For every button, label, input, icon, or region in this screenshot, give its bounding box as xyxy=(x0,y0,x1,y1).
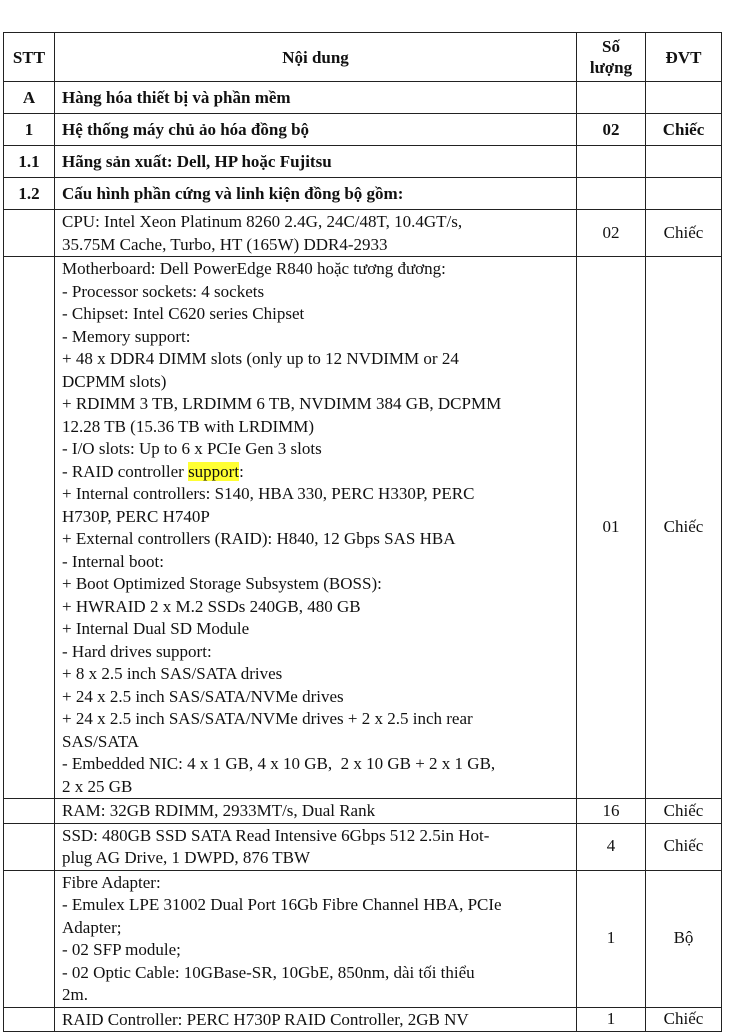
content-line: + HWRAID 2 x M.2 SSDs 240GB, 480 GB xyxy=(62,596,361,616)
cell-content xyxy=(55,870,577,1007)
content-line: 35.75M Cache, Turbo, HT (165W) DDR4-2933 xyxy=(62,234,388,254)
equipment-table xyxy=(3,32,722,1032)
header-content: Nội dung xyxy=(55,33,577,82)
content-line: DCPMM slots) xyxy=(62,371,167,391)
cell-stt: A xyxy=(4,82,55,114)
content-line: SSD: 480GB SSD SATA Read Intensive 6Gbps 512 2.5in Hot- xyxy=(62,825,490,845)
table-row xyxy=(4,146,722,178)
table-row xyxy=(4,114,722,146)
cell-content xyxy=(55,1007,577,1032)
cell-stt: 1.1 xyxy=(4,146,55,178)
content-line: plug AG Drive, 1 DWPD, 876 TBW xyxy=(62,848,311,867)
cell-unit: Chiếc xyxy=(646,799,722,824)
cell-stt xyxy=(4,823,55,870)
content-line: - Embedded NIC: 4 x 1 GB, 4 x 10 GB, 2 x 10 GB + 2 x 1 GB, xyxy=(62,754,496,773)
table-row-ssd xyxy=(4,823,722,870)
table-row-fibre xyxy=(4,870,722,1007)
cell-stt xyxy=(4,1007,55,1032)
table-row xyxy=(4,178,722,210)
cell-unit: Chiếc xyxy=(646,823,722,870)
content-line: + Internal Dual SD Module xyxy=(62,619,250,638)
cell-qty: 02 xyxy=(577,210,646,257)
content-line: - Hard drives support: xyxy=(62,641,212,661)
content-line: - Emulex LPE 31002 Dual Port 16Gb Fibre Channel HBA, PCIe xyxy=(62,895,502,914)
cell-qty: 1 xyxy=(577,870,646,1007)
cell-qty: 1 xyxy=(577,1007,646,1032)
cell-stt: 1 xyxy=(4,114,55,146)
cell-unit: Bộ xyxy=(646,870,722,1007)
header-row xyxy=(4,33,722,82)
content-line: - Internal boot: xyxy=(62,551,164,571)
content-line: 2 x 25 GB xyxy=(62,776,133,796)
content-line: + 24 x 2.5 inch SAS/SATA/NVMe drives + 2 x 2.5 inch rear xyxy=(62,709,473,728)
content-line: 2m. xyxy=(62,985,88,1004)
cell-content: Cấu hình phần cứng và linh kiện đồng bộ gồm: xyxy=(55,178,577,210)
cell-content: Hệ thống máy chủ ảo hóa đồng bộ xyxy=(55,114,577,146)
cell-content xyxy=(55,257,577,799)
cell-stt xyxy=(4,799,55,824)
header-quantity-line2: lượng xyxy=(589,58,633,77)
content-line: + RDIMM 3 TB, LRDIMM 6 TB, NVDIMM 384 GB, DCPMM xyxy=(62,394,502,413)
cell-unit: Chiếc xyxy=(646,257,722,799)
cell-content xyxy=(55,210,577,257)
content-line: RAID Controller: PERC H730P RAID Controller, 2GB NV xyxy=(62,1009,469,1029)
raid-suffix: : xyxy=(239,461,244,481)
cell-unit: Chiếc xyxy=(646,114,722,146)
raid-prefix: - RAID controller xyxy=(62,461,189,481)
cell-qty: 16 xyxy=(577,799,646,824)
cell-qty xyxy=(577,82,646,114)
content-line: 12.28 TB (15.36 TB with LRDIMM) xyxy=(62,416,315,436)
table-row xyxy=(4,82,722,114)
content-line: CPU: Intel Xeon Platinum 8260 2.4G, 24C/48T, 10.4GT/s, xyxy=(62,212,463,231)
content-line: + Boot Optimized Storage Subsystem (BOSS): xyxy=(62,574,382,593)
content-line: RAM: 32GB RDIMM, 2933MT/s, Dual Rank xyxy=(62,801,376,820)
cell-stt xyxy=(4,257,55,799)
content-line: Fibre Adapter: xyxy=(62,872,161,892)
content-line-raid xyxy=(62,461,572,484)
table-row-motherboard xyxy=(4,257,722,799)
content-line: - 02 SFP module; xyxy=(62,940,181,959)
content-line: SAS/SATA xyxy=(62,731,140,751)
cell-unit: Chiếc xyxy=(646,1007,722,1032)
cell-unit xyxy=(646,178,722,210)
header-stt: STT xyxy=(4,33,55,82)
highlighted-word: support xyxy=(188,461,240,481)
content-line: - I/O slots: Up to 6 x PCIe Gen 3 slots xyxy=(62,439,322,458)
header-unit: ĐVT xyxy=(646,33,722,82)
content-line: + 8 x 2.5 inch SAS/SATA drives xyxy=(62,664,283,683)
content-line: + Internal controllers: S140, HBA 330, PERC H330P, PERC xyxy=(62,484,475,503)
cell-qty: 01 xyxy=(577,257,646,799)
content-line: + External controllers (RAID): H840, 12 Gbps SAS HBA xyxy=(62,529,456,548)
cell-qty xyxy=(577,178,646,210)
content-line: + 48 x DDR4 DIMM slots (only up to 12 NVDIMM or 24 xyxy=(62,349,459,368)
content-line: + 24 x 2.5 inch SAS/SATA/NVMe drives xyxy=(62,686,344,706)
cell-stt xyxy=(4,870,55,1007)
content-line: - Processor sockets: 4 sockets xyxy=(62,281,265,301)
cell-stt xyxy=(4,210,55,257)
header-quantity xyxy=(577,33,646,82)
cell-unit xyxy=(646,82,722,114)
cell-stt: 1.2 xyxy=(4,178,55,210)
cell-content xyxy=(55,823,577,870)
cell-content xyxy=(55,799,577,824)
content-line: - Memory support: xyxy=(62,326,191,346)
table-row-raid xyxy=(4,1007,722,1032)
content-line: H730P, PERC H740P xyxy=(62,506,210,526)
header-quantity-line1: Số xyxy=(602,37,620,56)
cell-content: Hãng sản xuất: Dell, HP hoặc Fujitsu xyxy=(55,146,577,178)
content-line: Adapter; xyxy=(62,917,122,937)
table-row-cpu xyxy=(4,210,722,257)
content-line: - Chipset: Intel C620 series Chipset xyxy=(62,304,305,323)
content-line: - 02 Optic Cable: 10GBase-SR, 10GbE, 850nm, dài tối thiểu xyxy=(62,962,475,982)
cell-qty: 4 xyxy=(577,823,646,870)
cell-unit: Chiếc xyxy=(646,210,722,257)
content-line: Motherboard: Dell PowerEdge R840 hoặc tương đương: xyxy=(62,259,446,278)
cell-content: Hàng hóa thiết bị và phần mềm xyxy=(55,82,577,114)
cell-qty xyxy=(577,146,646,178)
cell-qty: 02 xyxy=(577,114,646,146)
table-row-ram xyxy=(4,799,722,824)
cell-unit xyxy=(646,146,722,178)
